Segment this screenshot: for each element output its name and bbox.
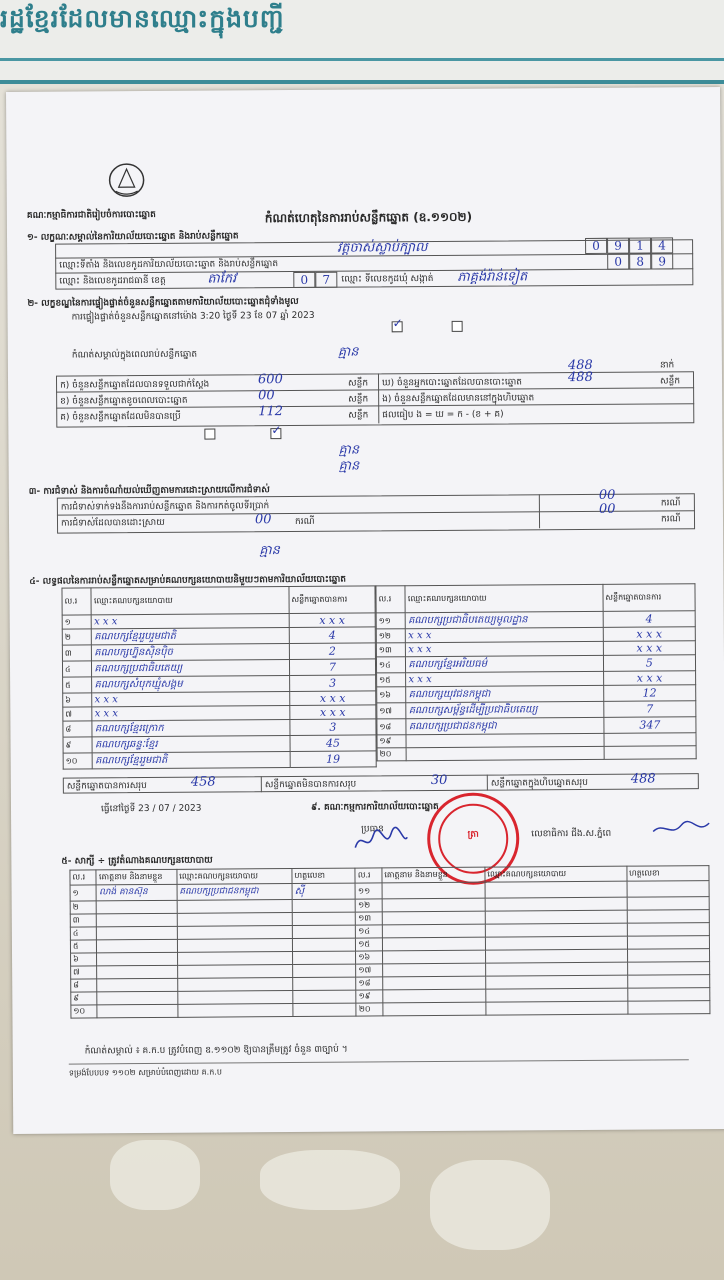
national-emblem-icon bbox=[106, 161, 146, 199]
table-row: ១៥ x x x x x x bbox=[377, 671, 696, 687]
secretary-label: លេខាធិការ ជីង.ស.ភ្នំពេ bbox=[531, 828, 612, 840]
ballots-spoiled-label: ខ) ចំនួនសន្លឹកឆ្នោតខូចពេលបោះឆ្នោត bbox=[60, 395, 188, 407]
ballots-unused-value: 112 bbox=[258, 404, 284, 420]
table-row: ៦ x x x x x x bbox=[63, 691, 376, 707]
balance-formula: ផលធៀប ង = ឃ = ក - (ខ + គ) bbox=[382, 409, 504, 421]
results-table-left bbox=[61, 585, 376, 769]
wall-stain bbox=[260, 1150, 400, 1210]
checkbox-no bbox=[452, 321, 463, 332]
committee-label: ៩. គណៈកម្មការការិយាល័យបោះឆ្នោត bbox=[310, 801, 439, 813]
col-name-header: គោត្តនាម និងនាមខ្លួន bbox=[96, 869, 176, 885]
secretary-signature-icon bbox=[651, 815, 711, 839]
table-row: ១២ x x x x x x bbox=[376, 627, 695, 643]
station-code-digit: 0 bbox=[585, 238, 607, 254]
col-sign-header: ហត្ថលេខា bbox=[627, 866, 709, 882]
organization-name: គណៈកម្មាធិការជាតិរៀបចំការបោះឆ្នោត bbox=[26, 209, 156, 221]
commune-code-digit: 8 bbox=[629, 254, 651, 270]
table-row: ៤ ១៤ bbox=[70, 923, 709, 940]
resolved-label: ការជំទាស់ដែលបានដោះស្រាយ bbox=[60, 517, 165, 529]
location-label: ឈ្មោះទីតាំង និងលេខកូដការិយាល័យបោះឆ្នោត និងរាប់សន្លឹកឆ្នោត bbox=[59, 259, 279, 271]
note-value-2: គ្មាន bbox=[338, 442, 360, 458]
ballots-unused-label: គ) ចំនួនសន្លឹកឆ្នោតដែលមិនបានប្រើ bbox=[60, 411, 181, 423]
stamp-text: ត្រា bbox=[467, 829, 479, 840]
section5-title: ៥- សាក្សី ÷ ត្រូវតំណាងគណបក្សនយោបាយ bbox=[61, 855, 213, 867]
table-row: ១ លាង់ គានស៊ុន គណបក្សប្រជាជនកម្ពុជា ស៊ី ១១ bbox=[70, 881, 709, 901]
table-row: ៨ ១៨ bbox=[71, 975, 710, 992]
col-party-header: ឈ្មោះគណបក្សនយោបាយ bbox=[485, 866, 627, 882]
banner-stripe bbox=[0, 58, 724, 61]
table-row: ៥ គណបក្សសំបុកឃ្មុំសង្គម 3 bbox=[63, 675, 376, 693]
checkbox-equal bbox=[204, 429, 215, 440]
ballots-spoiled-value: 00 bbox=[258, 388, 275, 404]
total-invalid-label: សន្លឹកឆ្នោតមិនបានការសរុប bbox=[264, 779, 357, 791]
ballots-received-label: ក) ចំនួនសន្លឹកឆ្នោតដែលបានទទួលជាក់ស្តែង bbox=[60, 379, 210, 391]
unit-ballots: សន្លឹក bbox=[348, 394, 369, 405]
total-all-value: 488 bbox=[630, 771, 656, 787]
ballots-received-value: 600 bbox=[257, 372, 283, 388]
col-party-header: ឈ្មោះគណបក្សនយោបាយ bbox=[91, 587, 289, 615]
wall-stain bbox=[430, 1160, 550, 1250]
chair-label: ប្រធាន bbox=[361, 824, 384, 835]
location-value: វត្តចាស់ស្លាប់ក្បាល bbox=[337, 240, 428, 256]
section3-title: ៣- ការជំទាស់ និងការចំណាំយល់ឃើញតាមការដោះស្រាយលើការជំទាស់ bbox=[28, 485, 270, 497]
unit-ballots: សន្លឹក bbox=[348, 410, 369, 421]
counting-note-label: កំណត់សម្គាល់ក្នុងពេលរាប់សន្លឹកឆ្នោត bbox=[71, 349, 198, 361]
table-row: ១០ ២០ bbox=[71, 1001, 710, 1018]
resolved-value: 00 bbox=[254, 512, 272, 528]
banner-poster bbox=[0, 0, 724, 84]
wall-stain bbox=[110, 1140, 200, 1210]
date-line: ធ្វើនៅថ្ងៃទី 23 / 07 / 2023 bbox=[100, 803, 202, 815]
table-row: ២ ១២ bbox=[70, 897, 709, 914]
result-sheet bbox=[6, 87, 724, 1134]
ballots-in-box-label: ង) ចំនួនសន្លឹកឆ្នោតដែលមាននៅក្នុងហិបឆ្នោត bbox=[382, 393, 535, 405]
table-row: ១៨ គណបក្សប្រជាជនកម្ពុជា 347 bbox=[377, 717, 696, 735]
commune-code-digit: 9 bbox=[651, 253, 673, 269]
note-value-3: គ្មាន bbox=[338, 458, 360, 474]
counting-note-value: គ្មាន bbox=[337, 344, 359, 360]
table-row: ៥ ១៥ bbox=[70, 936, 709, 953]
unit-cases: ករណី bbox=[660, 514, 681, 525]
table-row: ៧ x x x x x x bbox=[63, 705, 376, 721]
col-name-header: គោត្តនាម និងនាមខ្លួន bbox=[382, 867, 485, 883]
form-footer: ទម្រង់បែបបទ ១១០២ សម្រាប់បំពេញដោយ គ.ក.ប bbox=[68, 1067, 222, 1078]
table-row: ៣ គណបក្សហ្វ៊ុនស៊ិនប៉ិច 2 bbox=[62, 643, 375, 661]
total-all-label: សន្លឹកឆ្នោតក្នុងហិបឆ្នោតសរុប bbox=[490, 777, 588, 789]
complaints-value: 00 bbox=[598, 487, 616, 503]
ballots-in-box-value: 488 bbox=[567, 369, 593, 386]
section2-title: ២- លក្ខខណ្ឌនៃការផ្ទៀងផ្ទាត់ចំនួនសន្លឹកឆ្នោតតាមការិយាល័យបោះឆ្នោតជុំទាំងមូល bbox=[27, 296, 299, 309]
table-row: ១៧ គណបក្សសម្ព័ន្ធដើម្បីប្រជាធិបតេយ្យ 7 bbox=[377, 701, 696, 719]
chair-signature-icon bbox=[351, 825, 411, 855]
col-no-header: ល.រ bbox=[355, 868, 382, 883]
table-row: ៦ ១៦ bbox=[71, 949, 710, 966]
complaints-label: ការជំទាស់ទាក់ទងនឹងការរាប់សន្លឹកឆ្នោត និងការកត់ចូលទីរប្រាក់ bbox=[60, 501, 270, 513]
total-valid-label: សន្លឹកឆ្នោតបានការសរុប bbox=[66, 781, 147, 792]
page-title: កំណត់ហេតុនៃការរាប់សន្លឹកឆ្នោត (ឧ.១១០២) bbox=[264, 209, 473, 226]
table-row: ៩ គណបក្សឆន្ទៈខ្មែរ 45 bbox=[63, 735, 376, 753]
table-row: ១១ គណបក្សប្រជាធិបតេយ្យមូលដ្ឋាន 4 bbox=[376, 611, 695, 629]
complaints-note-value: គ្មាន bbox=[259, 543, 280, 559]
total-valid-value: 458 bbox=[190, 774, 216, 790]
province-value: តាកែវ bbox=[207, 271, 237, 287]
station-code-digit: 1 bbox=[629, 238, 651, 254]
verification-time: ការផ្ទៀងផ្ទាត់ចំនួនសន្លឹកឆ្នោតនៅម៉ោង 3:20 ថ្ងៃទី 23 ខែ 07 ឆ្នាំ 2023 bbox=[71, 310, 315, 323]
commune-value: ភាគ្គង់រ៉ាន់ទៀត bbox=[457, 269, 528, 285]
forwarded-value: 00 bbox=[598, 501, 616, 517]
table-row: ១៦ គណបក្សយុវជនកម្ពុជា 12 bbox=[377, 685, 696, 703]
table-row: ១៩ bbox=[377, 733, 696, 748]
col-no-header: ល.រ bbox=[62, 588, 92, 615]
table-row: ៤ គណបក្សប្រជាធិបតេយ្យ 7 bbox=[62, 659, 375, 677]
section4-title: ៤- លទ្ធផលនៃការរាប់សន្លឹកឆ្នោតសម្រាប់គណបក្សនយោបាយនិមួយៗតាមការិយាល័យបោះឆ្នោត bbox=[29, 574, 347, 587]
commune-code-digit: 0 bbox=[607, 254, 629, 270]
unit-ballots: សន្លឹក bbox=[660, 376, 681, 387]
unit-cases: ករណី bbox=[660, 498, 681, 509]
checkbox-yes bbox=[392, 321, 403, 332]
table-row: ២ គណបក្សខ្មែររួបរួមជាតិ 4 bbox=[62, 627, 375, 645]
witness-table bbox=[69, 865, 710, 1018]
col-party-header: ឈ្មោះគណបក្សនយោបាយ bbox=[405, 584, 603, 612]
section1-title: ១- លក្ខណៈសម្គាល់នៃការិយាល័យបោះឆ្នោត និងរាប់សន្លឹកឆ្នោត bbox=[26, 231, 239, 243]
unit-persons: នាក់ bbox=[659, 360, 675, 371]
table-row: ១ x x x x x x bbox=[62, 613, 375, 629]
province-code-digit: 0 bbox=[293, 272, 315, 288]
col-no-header: ល.រ bbox=[70, 870, 97, 885]
table-row: ២០ bbox=[377, 746, 696, 761]
table-row: ៣ ១៣ bbox=[70, 910, 709, 927]
voters-label: ឃ) ចំនួនអ្នកបោះឆ្នោតដែលបានបោះឆ្នោត bbox=[382, 377, 523, 389]
checkbox-not-equal bbox=[270, 428, 281, 439]
table-row: ១០ គណបក្សខ្មែររួមជាតិ 19 bbox=[63, 751, 376, 769]
totals-row bbox=[63, 773, 699, 793]
station-code-digit: 4 bbox=[651, 237, 673, 253]
table-row: ១៤ គណបក្សខ្មែរអរិយធម៌ 5 bbox=[376, 655, 695, 673]
col-sign-header: ហត្ថលេខា bbox=[292, 868, 355, 883]
commune-label: ឈ្មោះ ទីលេខកូដឃុំ សង្កាត់ bbox=[341, 274, 434, 285]
unit-ballots: សន្លឹក bbox=[348, 378, 369, 389]
table-row: ៧ ១៧ bbox=[71, 962, 710, 979]
province-label: ឈ្មោះ និងលេខកូដរាជធានី ខេត្ត bbox=[59, 275, 166, 287]
banner-text: រដ្ឋខ្មែរដែលមានឈ្មោះក្នុងបញ្ជី bbox=[0, 4, 285, 33]
province-code-digit: 7 bbox=[315, 272, 337, 288]
col-no-header: ល.រ bbox=[376, 586, 406, 613]
col-votes-header: សន្លឹកឆ្នោតបានការ bbox=[289, 586, 375, 614]
results-table-right bbox=[375, 583, 696, 761]
station-code-digit: 9 bbox=[607, 238, 629, 254]
table-row: ១៣ x x x x x x bbox=[376, 641, 695, 657]
col-votes-header: សន្លឹកឆ្នោតបានការ bbox=[603, 584, 695, 612]
table-row: ៨ គណបក្សខ្មែរក្រោក 3 bbox=[63, 719, 376, 737]
col-party-header: ឈ្មោះគណបក្សនយោបាយ bbox=[177, 869, 292, 885]
unit-cases: ករណី bbox=[294, 516, 315, 527]
total-invalid-value: 30 bbox=[430, 772, 448, 789]
voters-value: 488 bbox=[567, 357, 593, 374]
footer-note: កំណត់សម្គាល់ ៖ គ.ក.ប ត្រូវបំពេញ ឧ.១១០២ ឱ្យបានត្រឹមត្រូវ ចំនួន ៣ច្បាប់ ។ bbox=[84, 1044, 348, 1057]
table-row: ៩ ១៩ bbox=[71, 988, 710, 1005]
